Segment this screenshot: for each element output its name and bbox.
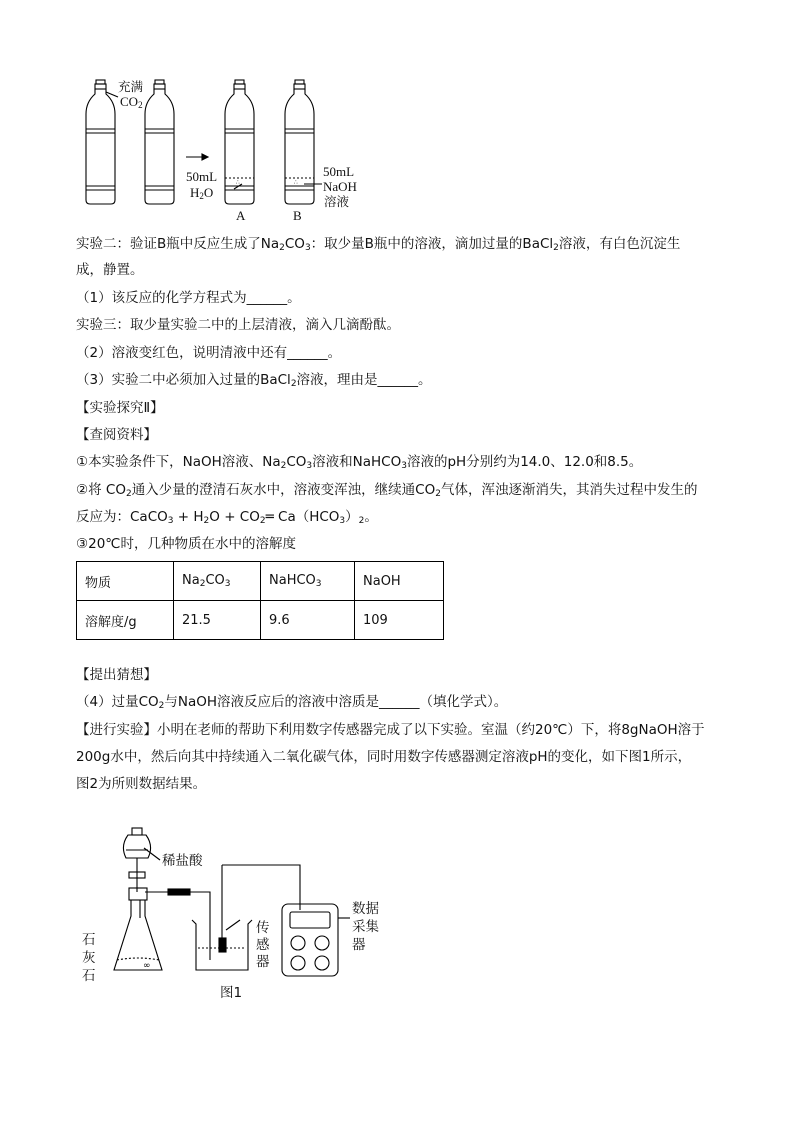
table-cell: NaHCO$_3$: [261, 562, 355, 601]
label-water-volume: 50mL: [186, 169, 218, 184]
experiment-line1: 【进行实验】小明在老师的帮助下利用数字传感器完成了以下实验。室温（约20℃）下，将8gNaOH溶于: [76, 722, 705, 738]
table-cell: 109: [355, 601, 444, 640]
bottle-b: [285, 80, 314, 204]
delivery-tube: [145, 892, 210, 960]
label-limestone-2: 灰: [82, 950, 96, 966]
table-cell: 21.5: [174, 601, 261, 640]
label-sensor-2: 感: [256, 937, 270, 953]
table-cell: NaOH: [355, 562, 444, 601]
figure-1-caption: 图1: [220, 985, 243, 1001]
label-collector-1: 数据: [352, 901, 379, 917]
svg-text:∞: ∞: [143, 961, 151, 971]
solubility-table: [76, 561, 444, 640]
experiment-line3: 图2为所则数据结果。: [76, 776, 207, 792]
question-2: （2）溶液变红色，说明清液中还有______。: [76, 345, 342, 361]
label-co2: $CO_2$: [120, 94, 143, 110]
consult-heading: 【查阅资料】: [76, 427, 157, 443]
data-collector: [282, 904, 338, 976]
label-dilute-acid: 稀盐酸: [162, 853, 203, 869]
label-naoh-solution: 溶液: [324, 194, 350, 209]
svg-text:∴: ∴: [236, 179, 240, 186]
sensor-probe: [219, 865, 226, 952]
label-collector-3: 器: [352, 937, 366, 953]
info-2-line2: 反应为：CaCO$_3$ + $H_2O$ + $CO_2═$ $Ca(HCO_3)_2$。: [76, 509, 378, 526]
arrow-right-icon: [186, 154, 208, 160]
table-row: [77, 562, 444, 601]
label-bottle-a: A: [236, 208, 246, 223]
table-cell: 9.6: [261, 601, 355, 640]
exp3: 实验三：取少量实验二中的上层清液，滴入几滴酚酞。: [76, 317, 400, 333]
bottle-2-co2: [145, 80, 174, 204]
separatory-funnel: [123, 828, 150, 892]
exp2-line2: 成，静置。: [76, 262, 144, 278]
conical-flask: [114, 888, 162, 971]
label-bottle-b: B: [293, 208, 302, 223]
info-1: ①本实验条件下，NaOH溶液、$Na_2CO_3$溶液和NaHCO$_3$溶液的pH分别约为14.0、12.0和8.5。: [76, 454, 643, 471]
label-water: $H_2O$: [190, 185, 214, 201]
info-2-line1: ②将 $CO_2$通入少量的澄清石灰水中，溶液变浑浊，继续通$CO_2$气体，浑浊逐渐消失，其消失过程中发生的: [76, 482, 698, 499]
experiment-line2: 200g水中，然后向其中持续通入二氧化碳气体，同时用数字传感器测定溶液pH的变化，如下图1所示，: [76, 749, 692, 765]
hypothesis-heading: 【提出猜想】: [76, 667, 157, 683]
question-4: （4）过量$CO_2$与NaOH溶液反应后的溶液中溶质是______（填化学式）。: [76, 694, 508, 711]
label-collector-2: 采集: [352, 919, 379, 935]
bottle-1-co2: [86, 80, 115, 204]
label-naoh: NaOH: [323, 179, 357, 194]
table-cell: $Na_2CO_3$: [174, 562, 261, 601]
label-sensor-1: 传: [256, 920, 270, 936]
label-naoh-volume: 50mL: [323, 164, 355, 179]
sensor-cable: [222, 865, 300, 910]
table-cell: 溶解度/g: [77, 601, 174, 640]
table-cell: 物质: [77, 562, 174, 601]
section-heading-2: 【实验探究Ⅱ】: [76, 400, 164, 416]
table-row: [77, 601, 444, 640]
label-limestone-1: 石: [82, 932, 96, 948]
label-sensor-3: 器: [256, 954, 270, 970]
question-3: （3）实验二中必须加入过量的BaCl$_2$溶液，理由是______。: [76, 372, 432, 389]
svg-text:∴: ∴: [294, 179, 298, 186]
question-1: （1）该反应的化学方程式为______。: [76, 290, 301, 306]
label-limestone-3: 石: [82, 968, 96, 984]
exp2-line1: 实验二：验证B瓶中反应生成了$Na_2CO_3$：取少量B瓶中的溶液，滴加过量的BaCl$_2$溶液，有白色沉淀生: [76, 236, 681, 253]
info-3: ③20℃时，几种物质在水中的溶解度: [76, 536, 296, 552]
label-fill: 充满: [118, 79, 144, 94]
